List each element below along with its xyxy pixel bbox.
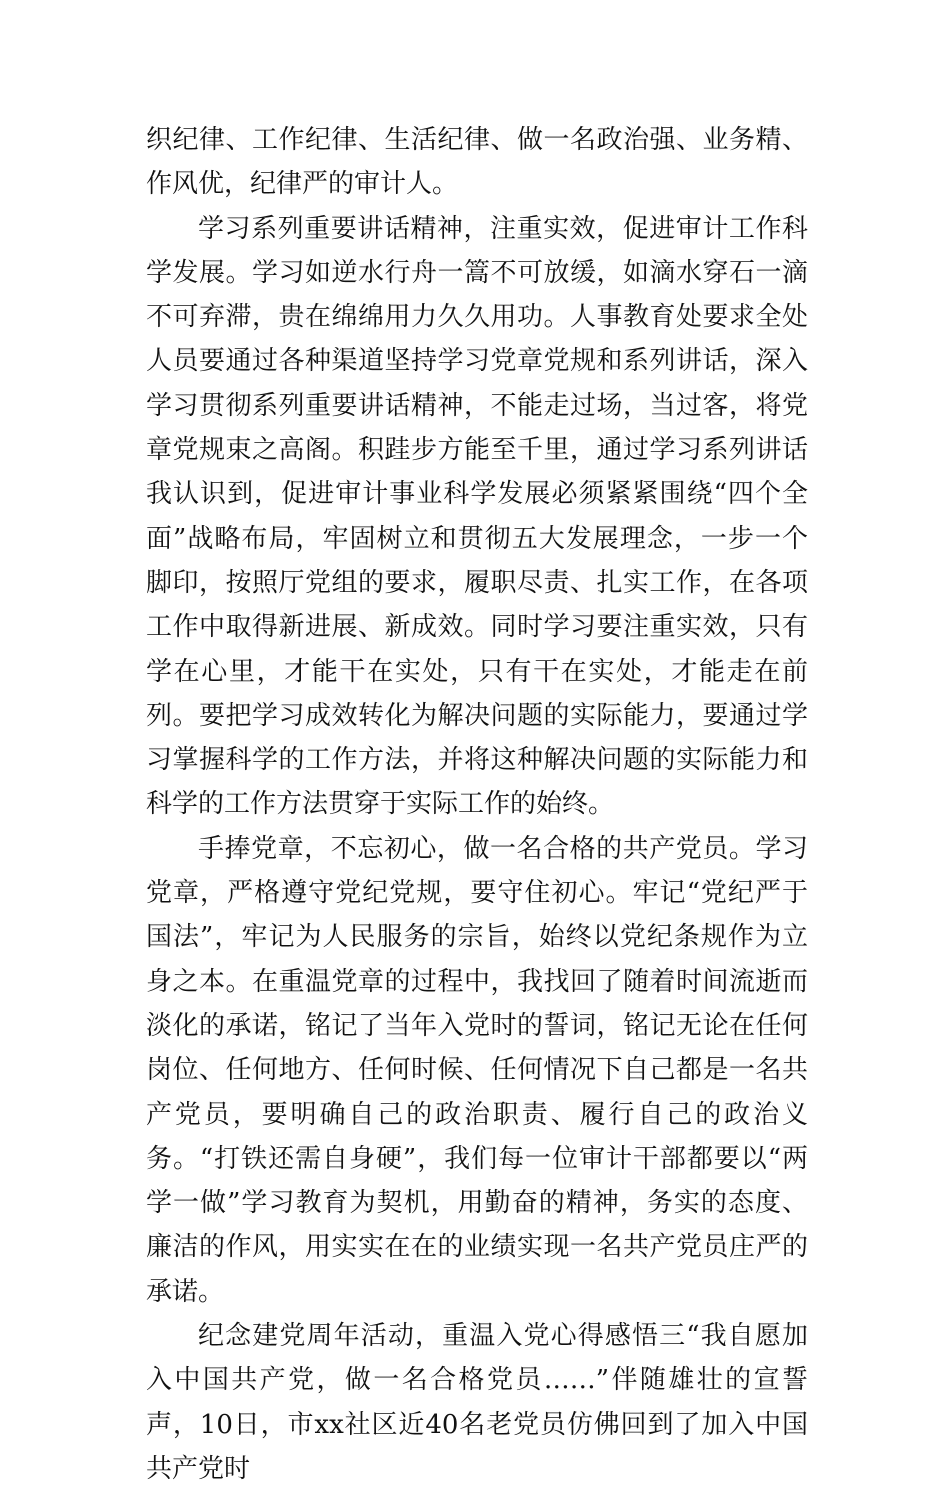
paragraph-2: 学习系列重要讲话精神，注重实效，促进审计工作科学发展。学习如逆水行舟一篙不可放缓，如滴水穿石一滴不可弃滞，贵在绵绵用力久久用功。人事教育处要求全处人员要通过各种渠道坚持学习党章党规和系列讲话，深入学习贯彻系列重要讲话精神，不能走过场，当过客，将党章党规束之高阁。积跬步方能至千里，通过学习系列讲话我认识到，促进审计事业科学发展必须紧紧围绕“四个全面”战略布局，牢固树立和贯彻五大发展理念，一步一个脚印，按照厅党组的要求，履职尽责、扎实工作，在各项工作中取得新进展、新成效。同时学习要注重实效，只有学在心里，才能干在实处，只有干在实处，才能走在前列。要把学习成效转化为解决问题的实际能力，要通过学习掌握科学的工作方法，并将这种解决问题的实际能力和科学的工作方法贯穿于实际工作的始终。: [146, 213, 808, 820]
document-page: [146, 118, 808, 1491]
paragraph-1: 织纪律、工作纪律、生活纪律、做一名政治强、业务精、作风优，纪律严的审计人。: [146, 125, 808, 200]
paragraph-3: 手捧党章，不忘初心，做一名合格的共产党员。学习党章，严格遵守党纪党规，要守住初心。牢记“党纪严于国法”，牢记为人民服务的宗旨，始终以党纪条规作为立身之本。在重温党章的过程中，我找回了随着时间流逝而淡化的承诺，铭记了当年入党时的誓词，铭记无论在任何岗位、任何地方、任何时候、任何情况下自己都是一名共产党员，要明确自己的政治职责、履行自己的政治义务。“打铁还需自身硬”，我们每一位审计干部都要以“两学一做”学习教育为契机，用勤奋的精神，务实的态度、廉洁的作风，用实实在在的业绩实现一名共产党员庄严的承诺。: [146, 833, 808, 1307]
paragraph-4: 纪念建党周年活动，重温入党心得感悟三“我自愿加入中国共产党，做一名合格党员……”伴随雄壮的宣誓声，10日，市xx社区近40名老党员仿佛回到了加入中国共产党时: [146, 1321, 808, 1484]
